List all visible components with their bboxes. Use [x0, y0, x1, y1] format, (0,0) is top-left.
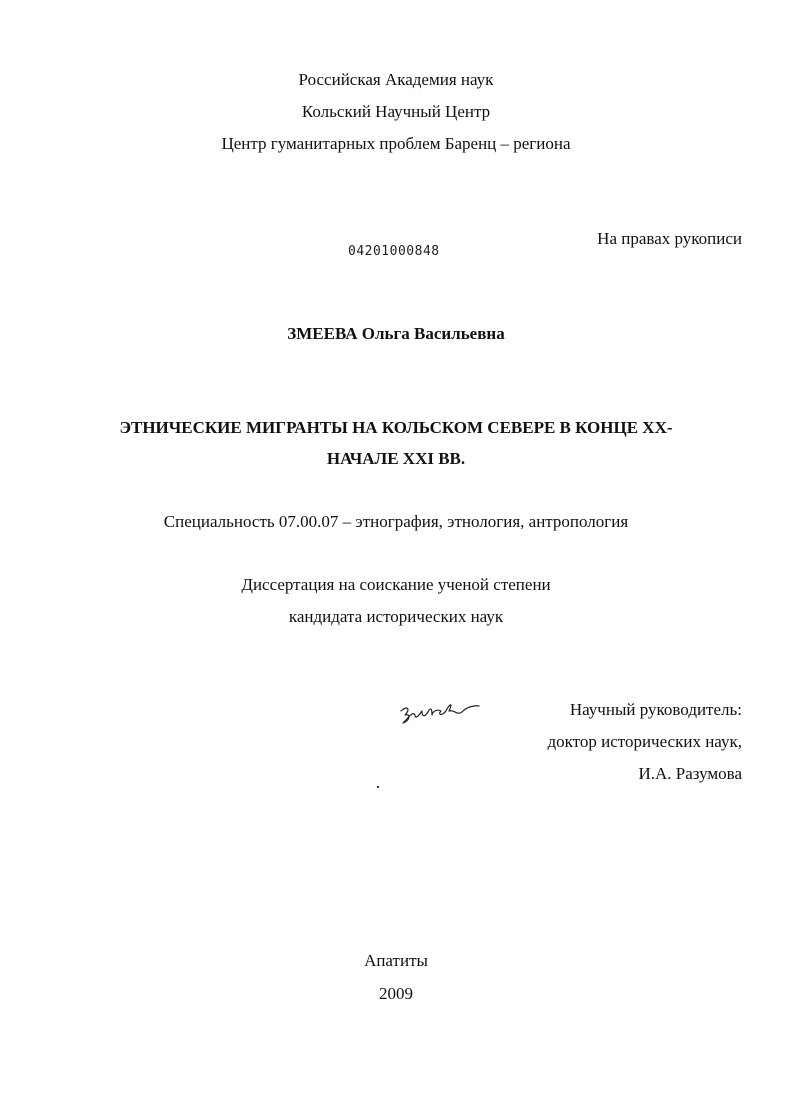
dissertation-title-line-2: НАЧАЛЕ XXI ВВ. — [326, 449, 466, 468]
manuscript-note: На правах рукописи — [597, 229, 742, 248]
dissertation-line-2: кандидата исторических наук — [288, 607, 504, 626]
specialty-line: Специальность 07.00.07 – этнография, этнология, антропология — [163, 512, 629, 531]
handwritten-signature — [395, 697, 481, 731]
dissertation-line-1: Диссертация на соискание ученой степени — [241, 575, 551, 594]
org-line-2: Кольский Научный Центр — [301, 102, 491, 121]
supervisor-name: И.А. Разумова — [638, 764, 742, 783]
serial-number: 04201000848 — [348, 244, 440, 259]
dissertation-title-line-1: ЭТНИЧЕСКИЕ МИГРАНТЫ НА КОЛЬСКОМ СЕВЕРЕ В КОНЦЕ ХХ- — [119, 418, 673, 437]
org-line-1: Российская Академия наук — [298, 70, 494, 89]
org-line-3: Центр гуманитарных проблем Баренц – региона — [221, 134, 571, 153]
signature-stroke — [401, 705, 479, 723]
supervisor-label: Научный руководитель: — [569, 700, 742, 719]
scan-speck — [377, 786, 379, 788]
supervisor-degree: доктор исторических наук, — [547, 732, 742, 751]
footer-year: 2009 — [379, 984, 413, 1003]
author-name: ЗМЕЕВА Ольга Васильевна — [287, 324, 505, 343]
footer-city: Апатиты — [364, 951, 428, 970]
